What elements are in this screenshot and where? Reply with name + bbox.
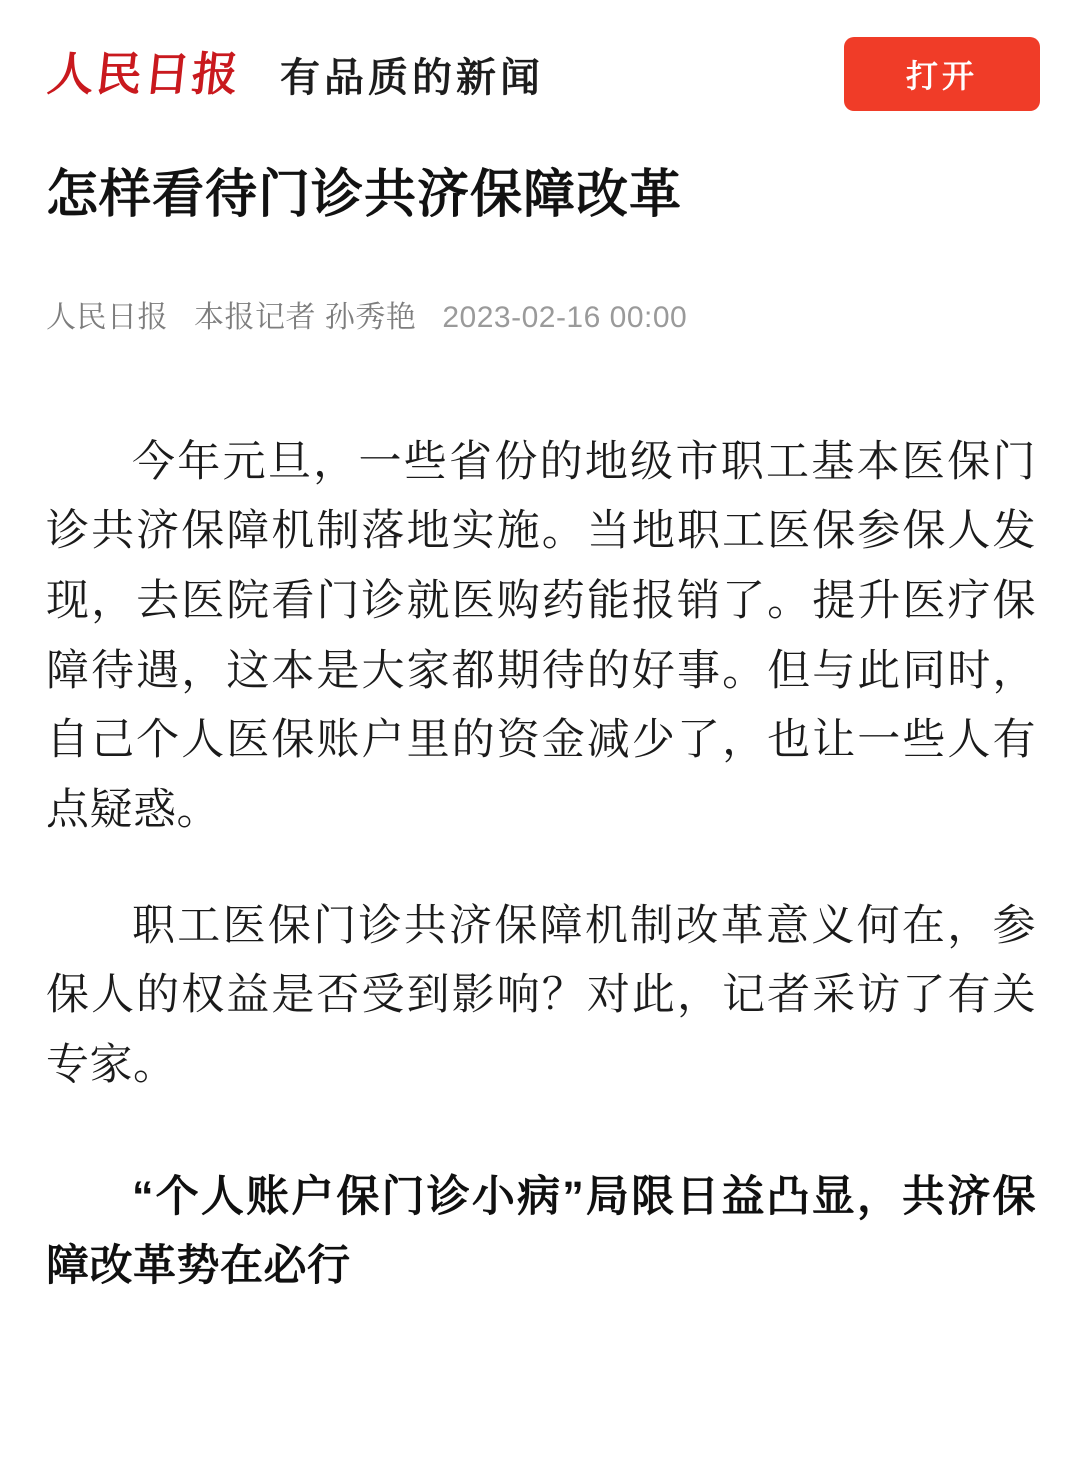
article-subheading: “个人账户保门诊小病”局限日益凸显，共济保障改革势在必行 [46, 1172, 1036, 1291]
article-paragraph: 职工医保门诊共济保障机制改革意义何在，参保人的权益是否受到影响？对此，记者采访了有关专家。 [46, 901, 1036, 1089]
brand-slogan: 有品质的新闻 [280, 55, 544, 100]
article-body [46, 428, 1036, 1302]
article-date: 2023-02-16 00:00 [442, 300, 688, 334]
top-bar [0, 0, 1080, 148]
article-container [0, 162, 1080, 1362]
article-author: 本报记者 孙秀艳 [194, 300, 417, 334]
article-meta [46, 292, 1036, 336]
page-title: 怎样看待门诊共济保障改革 [46, 166, 683, 224]
article-source: 人民日报 [46, 300, 168, 334]
open-app-button[interactable]: 打开 [844, 37, 1040, 111]
people-daily-logo: 人民日报 [45, 47, 243, 101]
article-paragraph: 今年元旦，一些省份的地级市职工基本医保门诊共济保障机制落地实施。当地职工医保参保人发现，去医院看门诊就医购药能报销了。提升医疗保障待遇，这本是大家都期待的好事。但与此同时，自己个人医保账户里的资金减少了，也让一些人有点疑惑。 [46, 437, 1036, 834]
